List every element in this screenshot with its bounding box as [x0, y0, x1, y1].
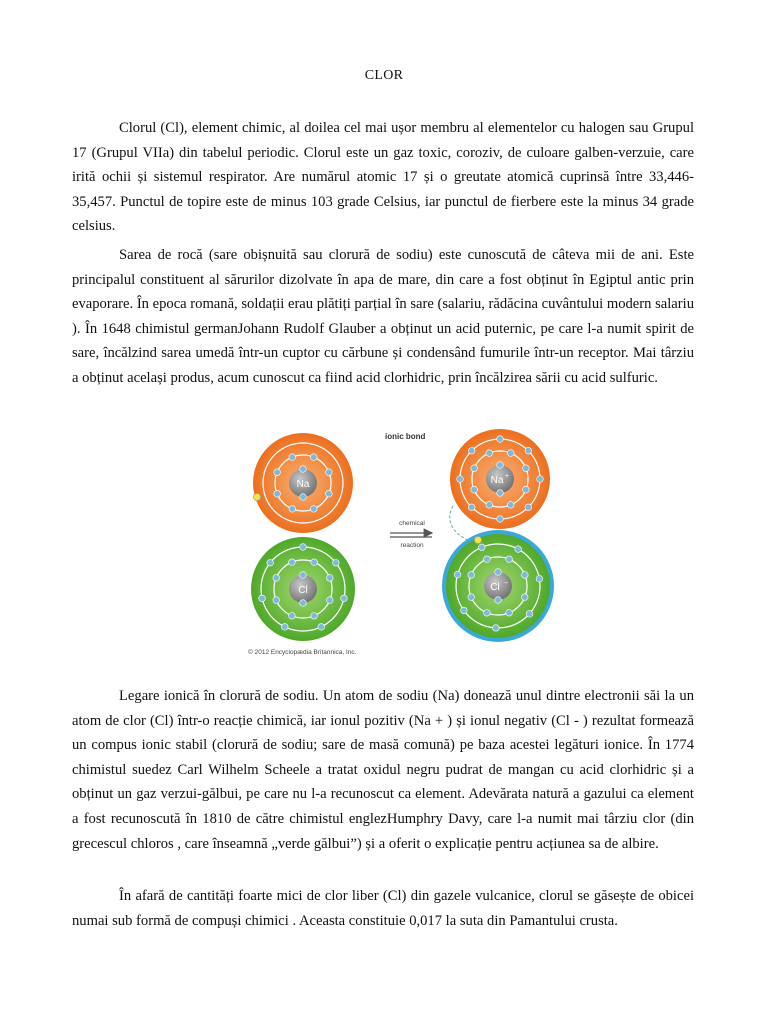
electron [497, 490, 504, 497]
electron [454, 571, 461, 578]
electron [471, 486, 478, 493]
sodium-ion [450, 429, 550, 529]
electron [486, 502, 493, 509]
electron [536, 575, 543, 582]
electron [310, 506, 317, 513]
electron [506, 609, 513, 616]
ionic-bond-label: ionic bond [385, 432, 426, 441]
electron [484, 556, 491, 563]
sodium-valence-electron [253, 493, 260, 500]
electron [521, 594, 528, 601]
electron [461, 607, 468, 614]
electron [493, 625, 500, 632]
electron [310, 454, 317, 461]
electron [273, 597, 280, 604]
electron [495, 597, 502, 604]
paragraph-intro: Clorul (Cl), element chimic, al doilea cel mai ușor membru al elementelor cu halogen sau Grupul 17 (Grupul VIIa) din tabelul periodic. Clorul este un gaz toxic, coroziv, de culoare galben-verzuie, care irită ochii și sistemul respirator. Are numărul atomic 17 și o greutate atomică cuprinsă între 33,446-35,457. Punctul de topire este de minus 103 grade Celsius, iar punctul de fierbere este la minus 34 grade celsius. [72, 120, 694, 235]
arrow-label-top: chemical [399, 520, 425, 527]
electron [274, 490, 281, 497]
electron [289, 506, 296, 513]
electron [515, 546, 522, 553]
electron [300, 600, 307, 607]
electron [318, 624, 325, 631]
electron [274, 469, 281, 476]
electron [259, 595, 266, 602]
electron [484, 609, 491, 616]
electron [507, 502, 514, 509]
electron [289, 612, 296, 619]
electron [521, 572, 528, 579]
electron [525, 504, 532, 511]
chlorine-ion-charge: − [503, 580, 509, 587]
electron [468, 594, 475, 601]
electron [311, 559, 318, 566]
electron [468, 572, 475, 579]
electron [289, 559, 296, 566]
chlorine-atom [251, 537, 355, 641]
electron [300, 544, 307, 551]
electron [341, 595, 348, 602]
chlorine-ion [442, 530, 554, 642]
sodium-symbol: Na [296, 479, 310, 490]
ionic-bond-figure [240, 426, 570, 660]
reaction-arrow [390, 520, 432, 549]
electron [333, 560, 340, 567]
electron [486, 450, 493, 457]
electron [537, 476, 544, 483]
electron [300, 466, 307, 473]
electron [497, 436, 504, 443]
chlorine-ion-symbol: Cl [490, 582, 500, 593]
electron [471, 465, 478, 472]
electron [326, 490, 333, 497]
gained-electron [474, 536, 481, 543]
electron [506, 556, 513, 563]
sodium-ion-charge: + [504, 473, 510, 480]
electron [468, 504, 475, 511]
electron [311, 612, 318, 619]
electron [526, 611, 533, 618]
electron [326, 575, 333, 582]
paragraph-occurrence: În afară de cantități foarte mici de clor liber (Cl) din gazele vulcanice, clorul se găsește de obicei numai sub formă de compuși chimici . Aceasta constituie 0,017 la suta din Pamantului crusta. [72, 888, 694, 929]
arrow-label-bottom: reaction [400, 542, 424, 549]
electron [267, 560, 274, 567]
document-title: CLOR [364, 68, 404, 83]
chlorine-symbol: Cl [298, 585, 308, 596]
electron [468, 447, 475, 454]
sodium-atom [253, 433, 353, 533]
electron [289, 454, 296, 461]
paragraph-ionic-bond: Legare ionică în clorură de sodiu. Un atom de sodiu (Na) donează unul dintre electronii săi la un atom de clor (Cl) într-o reacție chimică, iar ionul pozitiv (Na + ) și ionul negativ (Cl - ) rezultat formează un compus ionic stabil (clorură de sodiu; sare de masă comună) pe baza acestei legături ionice. În 1774 chimistul suedez Carl Wilhelm Scheele a tratat oxidul negru pudrat de mangan cu acid clorhidric și a obținut un gaz verzui-gălbui, pe care nu l-a recunoscut ca element. Adevărata natură a gazului ca element a fost recunoscută în 1810 de către chimistul englezHumphry Davy, care l-a numit mai târziu clor (din grecescul chloros , care înseamnă „verde gălbui”) și a oferit o explicație pentru acțiunea sa de albire. [72, 688, 694, 852]
electron [273, 575, 280, 582]
electron [497, 462, 504, 469]
paragraph-rock-salt: Sarea de rocă (sare obișnuită sau clorură de sodiu) este cunoscută de câteva mii de ani. Este principalul constituent al sărurilor dizolvate în apa de mare, din care a fost obținut în Egiptul antic prin evaporare. În epoca romană, soldații erau plătiți parțial în sare (salariu, rădăcina cuvântului modern salariu ). În 1648 chimistul germanJohann Rudolf Glauber a obținut un acid puternic, pe care l-a numit spirit de sare, încălzind sarea umedă într-un cuptor cu cărbune și condensând fumurile într-un receptor. Mai târziu a obținut același produs, acum cunoscut ca fiind acid clorhidric, prin încălzirea sării cu acid sulfuric. [72, 247, 694, 386]
electron [326, 597, 333, 604]
figure-credit: © 2012 Encyclopædia Britannica, Inc. [248, 649, 357, 656]
electron [300, 494, 307, 501]
electron [497, 516, 504, 523]
electron [523, 486, 530, 493]
electron [457, 476, 464, 483]
electron [523, 465, 530, 472]
electron [478, 544, 485, 551]
electron [525, 447, 532, 454]
electron [300, 572, 307, 579]
sodium-ion-symbol: Na [490, 475, 504, 486]
electron [495, 569, 502, 576]
electron [507, 450, 514, 457]
electron [281, 624, 288, 631]
electron [326, 469, 333, 476]
